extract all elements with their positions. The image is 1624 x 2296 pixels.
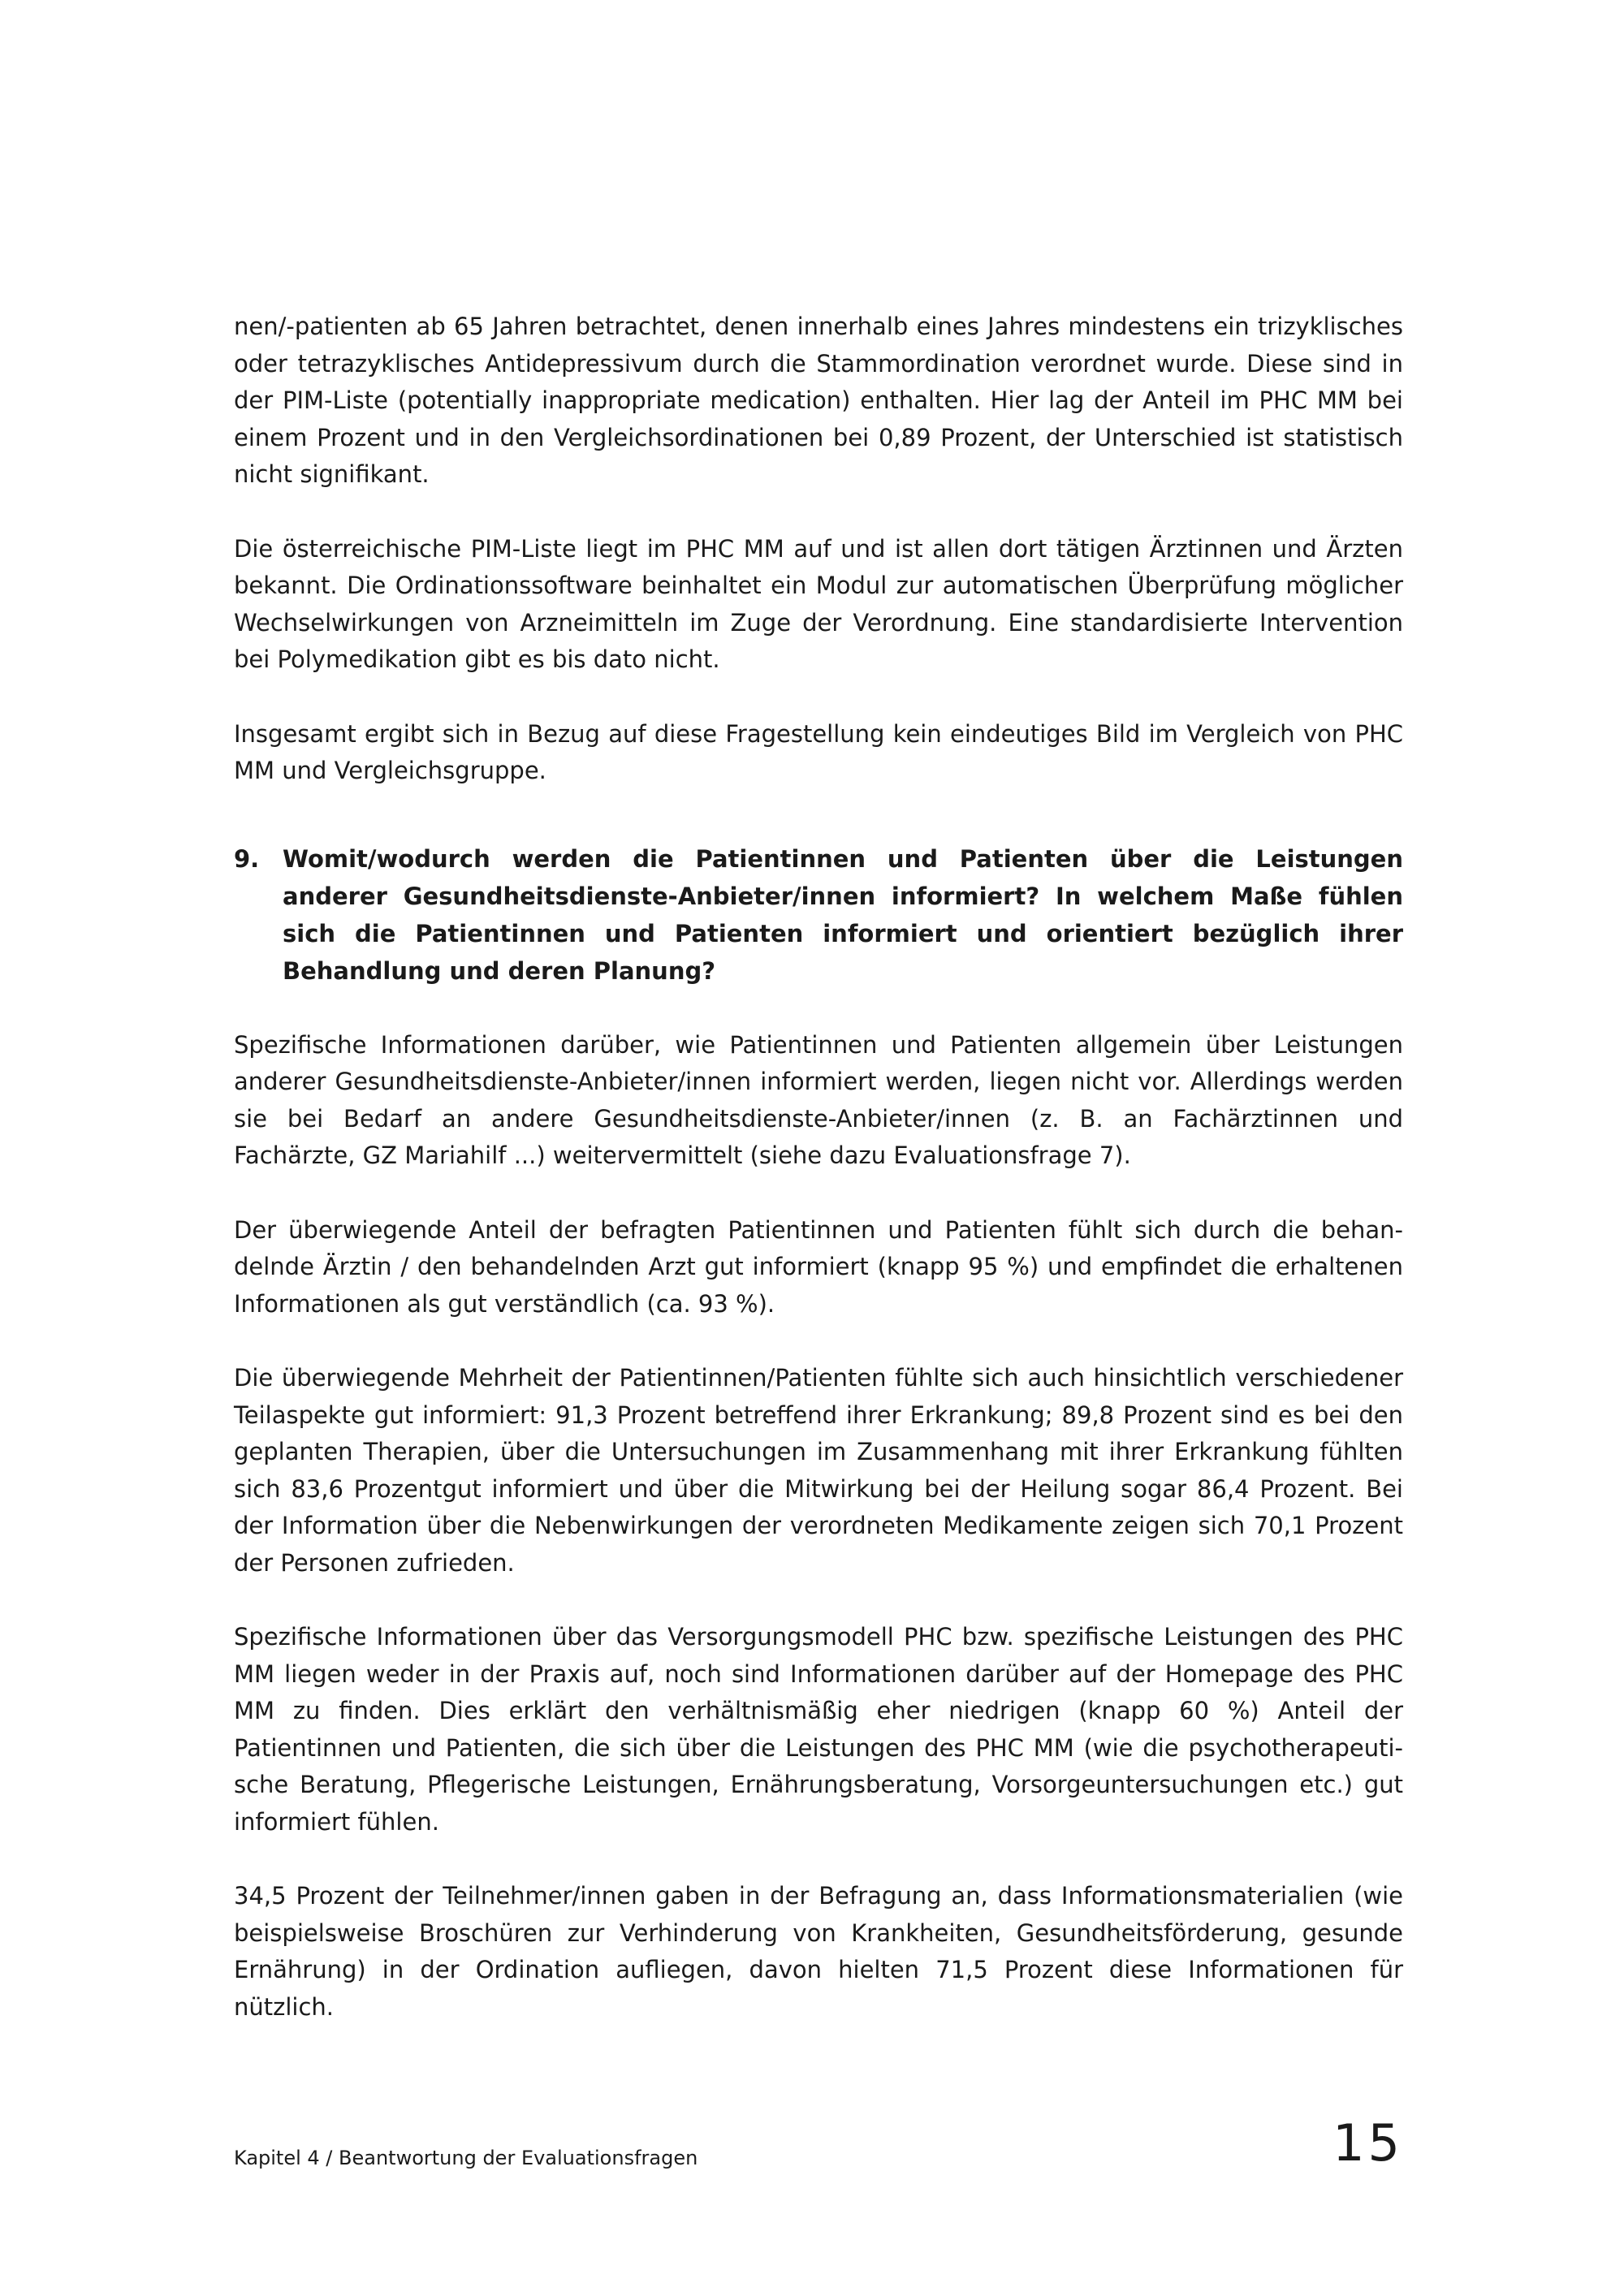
- paragraph-spacer: [234, 494, 1403, 531]
- section-paragraph: Die überwiegende Mehrheit der Patientinnen/Patienten fühlte sich auch hinsichtlich verschiedener Teilaspekte gut informiert: 91,3 Prozent betreffend ihrer Erkrankung; 89,8 Prozent sind es bei den geplanten Therapien, über die Untersuchungen im Zusammenhang mit ihrer Erkrankung fühlten sich 83,6 Prozentgut informiert und über die Mitwirkung bei der Heilung sogar 86,4 Prozent. Bei der Information über die Nebenwirkungen der verordneten Medikamente zeigen sich 70,1 Prozent der Personen zufrieden.: [234, 1364, 1403, 1577]
- section-heading-text: Womit/wodurch werden die Patientinnen und Patienten über die Leistungen anderer Gesundheitsdienste-Anbieter/innen informiert? In welchem Maße fühlen sich die Patientinnen und Patienten informiert und orientiert bezüglich ihrer Behandlung und deren Planung?: [283, 844, 1403, 985]
- paragraph-spacer: [234, 1582, 1403, 1619]
- section-heading: [234, 840, 1403, 990]
- section-paragraph: 34,5 Prozent der Teilnehmer/innen gaben in der Befragung an, dass Informationsmaterialien (wie beispielsweise Broschüren zur Verhinderung von Krankheiten, Gesundheitsförderung, gesunde Ernährung) in der Ordination aufliegen, davon hielten 71,5 Prozent diese Informationen für nützlich.: [234, 1882, 1403, 2021]
- page-number: 15: [1332, 2113, 1403, 2173]
- section-paragraph: Spezifische Informationen über das Versorgungsmodell PHC bzw. spezifische Leistungen des PHC MM liegen weder in der Praxis auf, noch sind Informationen darüber auf der Homepage des PHC MM zu finden. Dies erklärt den verhältnismäßig eher niedrigen (knapp 60 %) Anteil der Patientinnen und Patienten, die sich über die Leistungen des PHC MM (wie die psychotherapeutische Beratung, Pflegerische Leistungen, Ernährungsberatung, Vorsorgeuntersuchungen etc.) gut informiert fühlen.: [234, 1623, 1403, 1836]
- body-paragraph: Insgesamt ergibt sich in Bezug auf diese Fragestellung kein eindeutiges Bild im Vergleich von PHC MM und Vergleichsgruppe.: [234, 719, 1403, 784]
- body-paragraph: Die österreichische PIM-Liste liegt im PHC MM auf und ist allen dort tätigen Ärztinnen und Ärzten bekannt. Die Ordinationssoftware beinhaltet ein Modul zur automatischen Überprüfung möglicher Wechselwirkungen von Arzneimitteln im Zuge der Verordnung. Eine standardisierte Intervention bei Polymedikation gibt es bis dato nicht.: [234, 534, 1403, 673]
- paragraph-spacer: [234, 1841, 1403, 1878]
- body-paragraph: nen/-patienten ab 65 Jahren betrachtet, denen innerhalb eines Jahres mindestens ein trizyklisches oder tetrazyklisches Antidepressivum durch die Stammordination verordnet wurde. Diese sind in der PIM-Liste (potentially inappropriate medication) enthalten. Hier lag der Anteil im PHC MM bei einem Prozent und in den Vergleichsordinationen bei 0,89 Prozent, der Unterschied ist statistisch nicht signifikant.: [234, 313, 1403, 488]
- section-paragraph: Der überwiegende Anteil der befragten Patientinnen und Patienten fühlt sich durch die behandelnde Ärztin / den behandelnden Arzt gut informiert (knapp 95 %) und empfindet die erhaltenen Informationen als gut verständlich (ca. 93 %).: [234, 1215, 1403, 1318]
- page-body: [234, 309, 1403, 2026]
- paragraph-spacer: [234, 1175, 1403, 1212]
- paragraph-spacer: [234, 679, 1403, 716]
- footer-chapter-label: Kapitel 4 / Beantwortung der Evaluationsfragen: [234, 2147, 698, 2169]
- section-number: 9.: [234, 844, 260, 873]
- page-footer: [234, 2111, 1403, 2176]
- paragraph-spacer: [234, 990, 1403, 1027]
- paragraph-spacer: [234, 1323, 1403, 1360]
- paragraph-spacer: [234, 790, 1403, 840]
- section-paragraph: Spezifische Informationen darüber, wie Patientinnen und Patienten allgemein über Leistungen anderer Gesundheitsdienste-Anbieter/innen informiert werden, liegen nicht vor. Allerdings werden sie bei Bedarf an andere Gesundheitsdienste-Anbieter/innen (z. B. an Fachärztinnen und Fachärzte, GZ Mariahilf ...) weitervermittelt (siehe dazu Evaluationsfrage 7).: [234, 1030, 1403, 1169]
